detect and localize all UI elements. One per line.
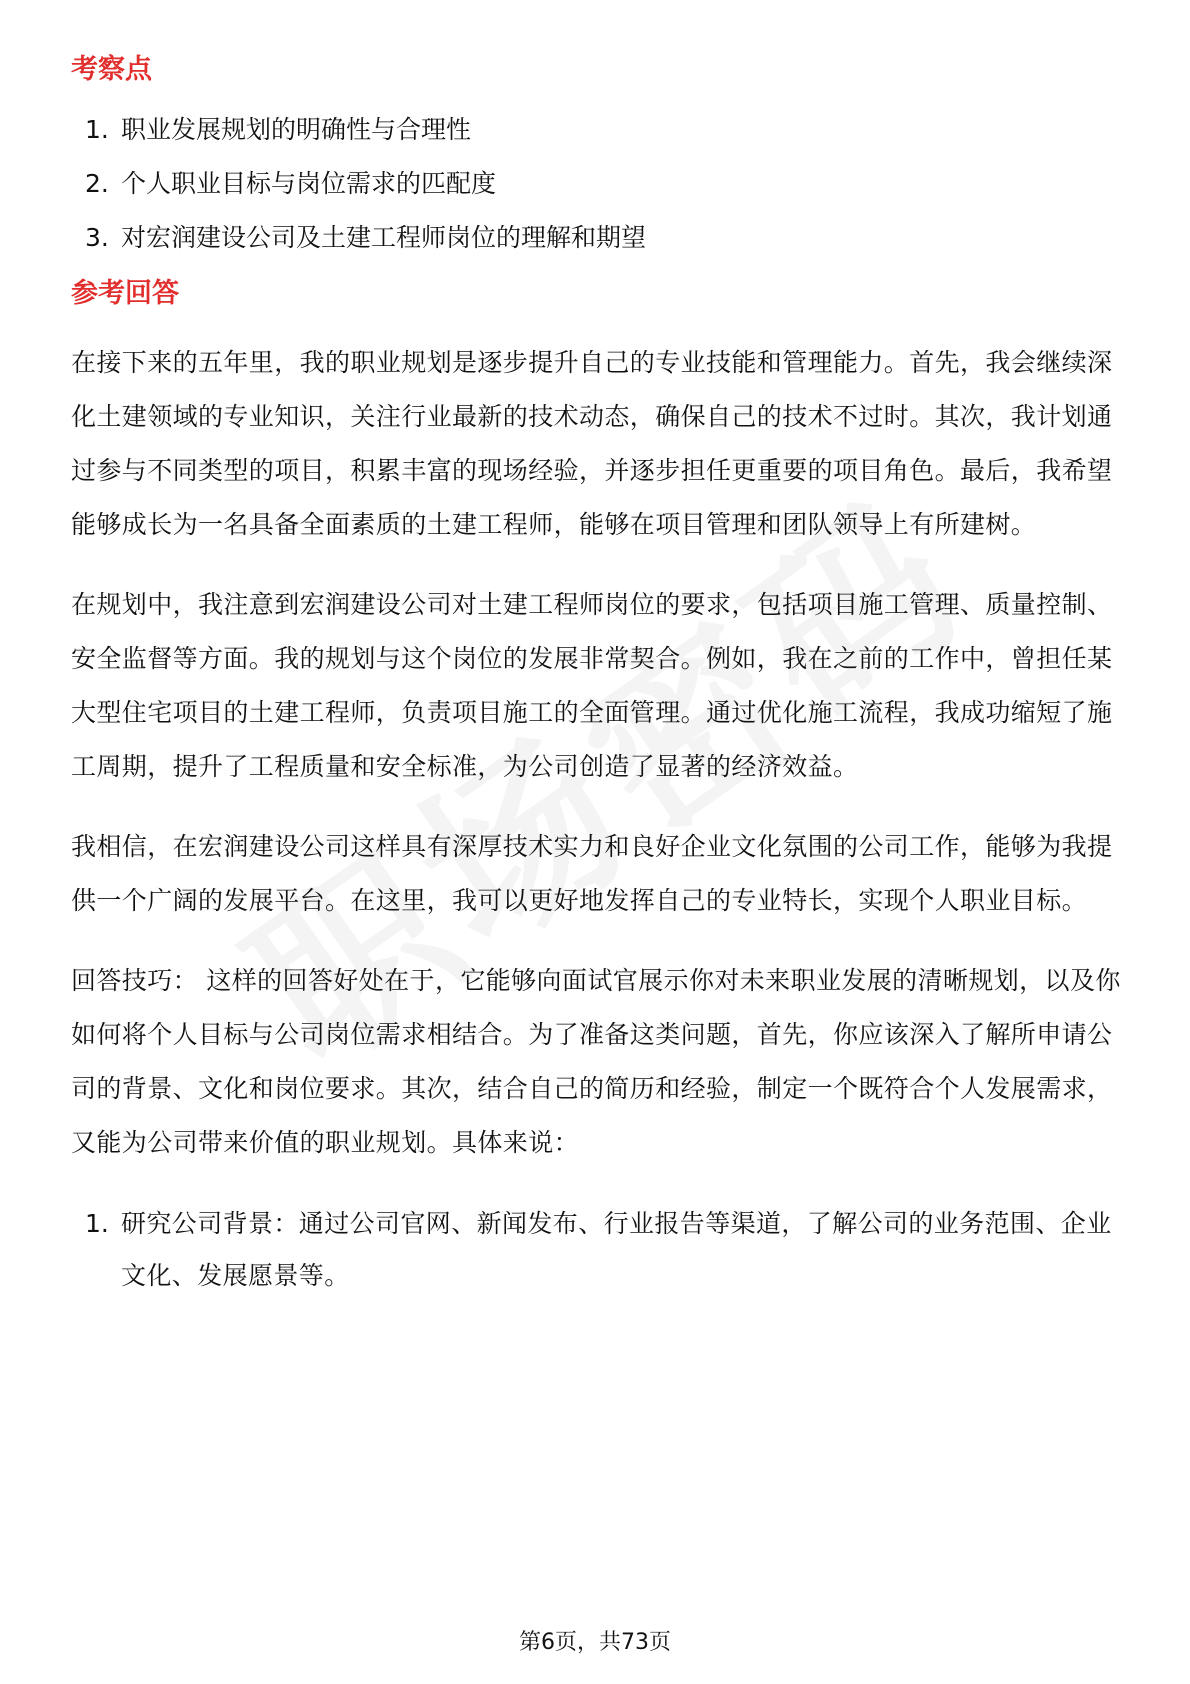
list-item-text: 个人职业目标与岗位需求的匹配度	[121, 169, 497, 198]
list-item-number: 3.	[85, 223, 109, 252]
list-item	[85, 112, 1121, 148]
list-item-number: 2.	[85, 169, 109, 198]
answer-paragraph: 在规划中，我注意到宏润建设公司对土建工程师岗位的要求，包括项目施工管理、质量控制、安全监督等方面。我的规划与这个岗位的发展非常契合。例如，我在之前的工作中，曾担任某大型住宅项目的土建工程师，负责项目施工的全面管理。通过优化施工流程，我成功缩短了施工周期，提升了工程质量和安全标准，为公司创造了显著的经济效益。	[71, 590, 1113, 781]
tips-list	[85, 1198, 1121, 1302]
list-item-number: 1.	[85, 115, 109, 144]
section-title-reference-answer: 参考回答	[71, 278, 179, 309]
list-item-text: 研究公司背景：通过公司官网、新闻发布、行业报告等渠道，了解公司的业务范围、企业文化、发展愿景等。	[121, 1209, 1112, 1290]
key-points-list	[85, 112, 1121, 256]
list-item	[85, 166, 1121, 202]
list-item-number: 1.	[85, 1209, 109, 1238]
answer-tips-paragraph: 回答技巧： 这样的回答好处在于，它能够向面试官展示你对未来职业发展的清晰规划，以及你如何将个人目标与公司岗位需求相结合。为了准备这类问题，首先，你应该深入了解所申请公司的背景、文化和岗位要求。其次，结合自己的简历和经验，制定一个既符合个人发展需求，又能为公司带来价值的职业规划。具体来说：	[71, 966, 1121, 1157]
list-item	[85, 1198, 1121, 1302]
answer-paragraph: 我相信，在宏润建设公司这样具有深厚技术实力和良好企业文化氛围的公司工作，能够为我提供一个广阔的发展平台。在这里，我可以更好地发挥自己的专业特长，实现个人职业目标。	[71, 832, 1113, 915]
list-item	[85, 220, 1121, 256]
page-number: 第6页，共73页	[519, 1630, 671, 1655]
document-body	[71, 42, 1121, 1302]
list-item-text: 对宏润建设公司及土建工程师岗位的理解和期望	[121, 223, 647, 252]
section-title-key-points: 考察点	[71, 54, 152, 85]
answer-paragraph: 在接下来的五年里，我的职业规划是逐步提升自己的专业技能和管理能力。首先，我会继续深化土建领域的专业知识，关注行业最新的技术动态，确保自己的技术不过时。其次，我计划通过参与不同类型的项目，积累丰富的现场经验，并逐步担任更重要的项目角色。最后，我希望能够成长为一名具备全面素质的土建工程师，能够在项目管理和团队领导上有所建树。	[71, 348, 1113, 539]
list-item-text: 职业发展规划的明确性与合理性	[121, 115, 472, 144]
